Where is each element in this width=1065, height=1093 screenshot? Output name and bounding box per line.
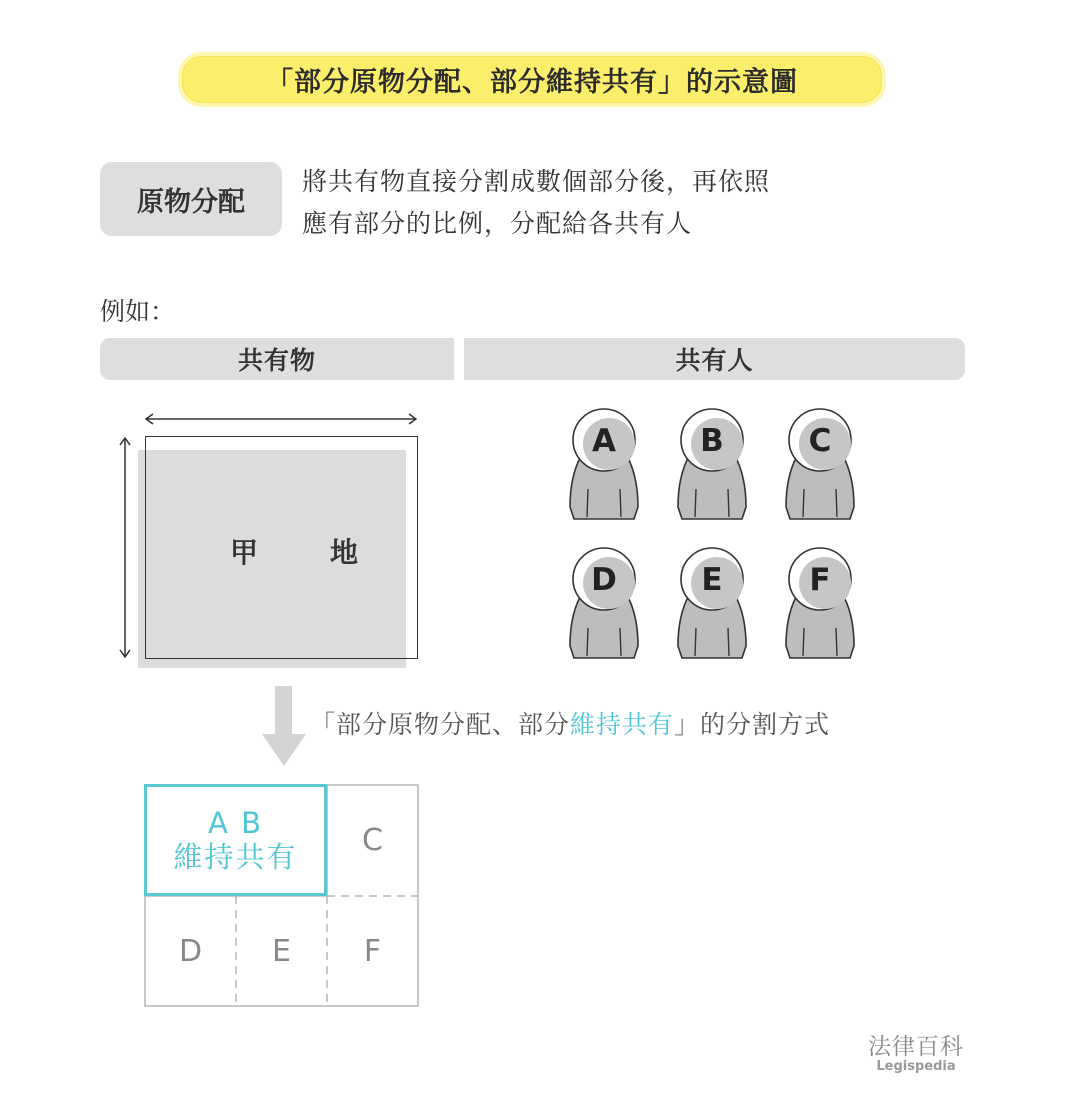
- header-co-owners: 共有人: [464, 338, 965, 380]
- definition-tag: 原物分配: [100, 162, 282, 236]
- parcel-C: C: [362, 823, 383, 858]
- brand-name-en: Legispedia: [876, 1059, 956, 1074]
- example-label: 例如：: [100, 297, 176, 326]
- definition-line-1: 將共有物直接分割成數個部分後，再依照: [302, 167, 771, 196]
- header-common-property: 共有物: [100, 338, 454, 380]
- owner-letter-F: F: [809, 562, 831, 598]
- land-label: 甲 地: [230, 536, 381, 569]
- parcel-D: D: [178, 933, 203, 969]
- parcel-F: F: [363, 933, 382, 969]
- ab-co-ownership-parcel: [144, 784, 327, 896]
- parcel-E: E: [272, 933, 291, 969]
- definition-line-2: 應有部分的比例，分配給各共有人: [302, 209, 693, 238]
- brand-name-cn: 法律百科: [868, 1034, 964, 1060]
- owner-letter-E: E: [701, 562, 723, 598]
- page-title: 「部分原物分配、部分維持共有」的示意圖: [178, 52, 886, 107]
- owner-letter-C: C: [808, 423, 832, 459]
- maintain-co-ownership-highlight: 維持共有: [570, 710, 675, 739]
- owner-letter-A: A: [592, 423, 616, 459]
- owner-letter-B: B: [700, 423, 724, 459]
- ab-maintain-label: 維持共有: [173, 840, 298, 874]
- partition-method-caption: 「部分原物分配、部分維持共有」的分割方式: [310, 710, 831, 739]
- owner-letter-D: D: [591, 562, 617, 598]
- ab-letters: A B: [208, 806, 263, 840]
